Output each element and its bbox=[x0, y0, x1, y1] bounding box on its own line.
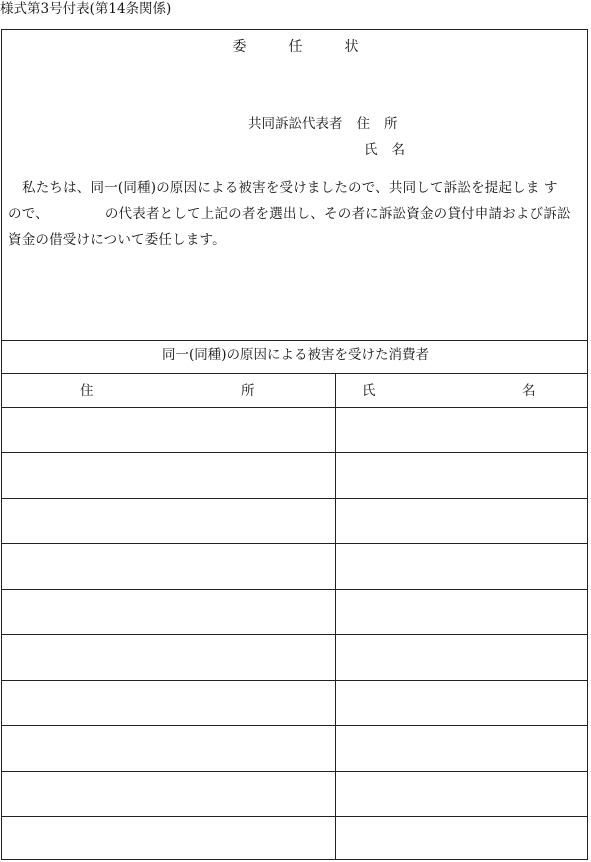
address-cell[interactable] bbox=[1, 772, 334, 816]
address-cell[interactable] bbox=[1, 590, 334, 634]
col-address-char-1: 住 bbox=[80, 383, 94, 399]
address-cell[interactable] bbox=[1, 499, 334, 543]
form-label: 様式第3号付表(第14条関係) bbox=[0, 1, 172, 17]
name-cell[interactable] bbox=[336, 681, 588, 725]
address-cell[interactable] bbox=[1, 408, 334, 452]
address-cell[interactable] bbox=[1, 635, 334, 680]
address-cell[interactable] bbox=[1, 726, 334, 771]
table-row bbox=[1, 772, 588, 816]
representative-address-line bbox=[248, 115, 412, 133]
delegation-statement bbox=[8, 175, 580, 253]
statement-line-1: 私たちは、同一(同種)の原因による被害を受けましたので、共同して訴訟を提起しま す bbox=[22, 180, 558, 196]
name-cell[interactable] bbox=[336, 590, 588, 634]
address-cell[interactable] bbox=[1, 453, 334, 498]
table-title: 同一(同種)の原因による被害を受けた消費者 bbox=[161, 347, 430, 363]
statement-line-2b: の代表者として上記の者を選出し、その者に訴訟資金の貸付申請および訴訟 bbox=[104, 206, 571, 222]
section-divider bbox=[1, 340, 588, 341]
table-row bbox=[1, 408, 588, 452]
table-row bbox=[1, 544, 588, 589]
title-char-1: 委 bbox=[232, 39, 247, 55]
table-row bbox=[1, 726, 588, 771]
document-title bbox=[0, 38, 591, 56]
address-label: 住所 bbox=[356, 116, 412, 132]
col-name-char-1: 氏 bbox=[362, 383, 376, 399]
table-header-top-border bbox=[1, 373, 588, 374]
statement-line-2a: ので、 bbox=[8, 206, 49, 222]
title-char-2: 任 bbox=[288, 39, 303, 55]
name-cell[interactable] bbox=[336, 772, 588, 816]
col-name-char-2: 名 bbox=[522, 383, 536, 399]
title-char-3: 状 bbox=[344, 39, 359, 55]
address-cell[interactable] bbox=[1, 817, 334, 860]
address-cell[interactable] bbox=[1, 544, 334, 589]
address-cell[interactable] bbox=[1, 681, 334, 725]
name-cell[interactable] bbox=[336, 453, 588, 498]
name-cell[interactable] bbox=[336, 817, 588, 860]
name-cell[interactable] bbox=[336, 726, 588, 771]
table-row bbox=[1, 681, 588, 725]
statement-line-3: 資金の借受けについて委任します。 bbox=[8, 232, 226, 248]
table-row bbox=[1, 590, 588, 634]
name-cell[interactable] bbox=[336, 499, 588, 543]
representative-name-label: 氏名 bbox=[364, 142, 419, 158]
col-address-char-2: 所 bbox=[241, 383, 255, 399]
table-row bbox=[1, 635, 588, 680]
name-cell[interactable] bbox=[336, 635, 588, 680]
table-row bbox=[1, 453, 588, 498]
name-cell[interactable] bbox=[336, 544, 588, 589]
table-row bbox=[1, 817, 588, 860]
name-cell[interactable] bbox=[336, 408, 588, 452]
table-row bbox=[1, 499, 588, 543]
representative-label: 共同訴訟代表者 bbox=[248, 116, 343, 132]
